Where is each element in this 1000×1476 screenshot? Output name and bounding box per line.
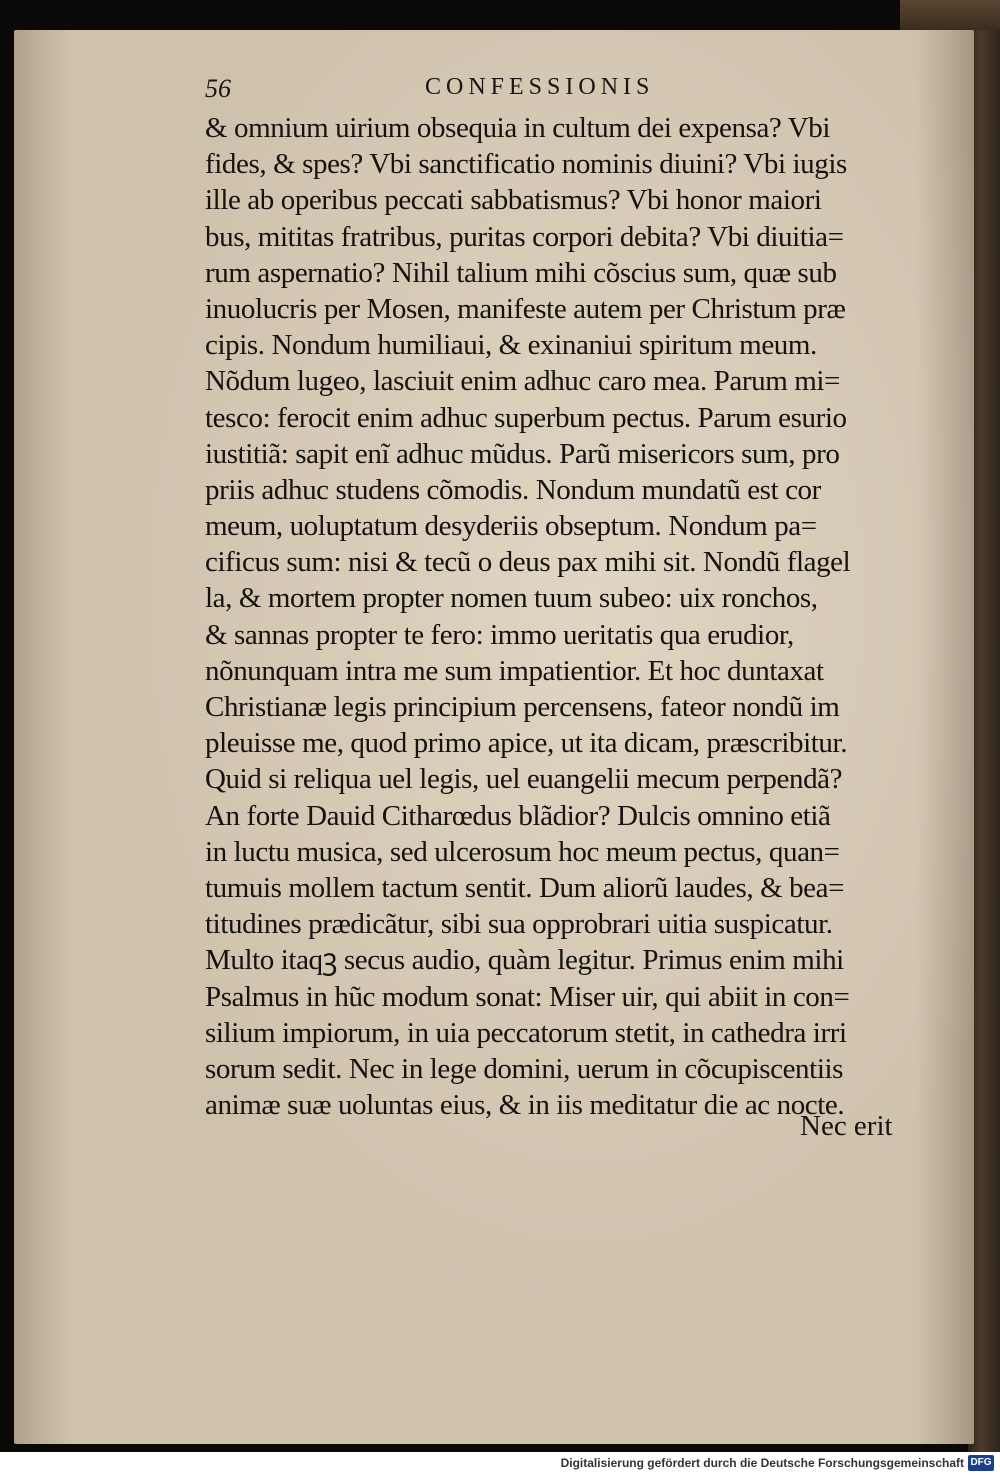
text-line: silium impiorum, in uia peccatorum stetit, in cathedra irri bbox=[205, 1016, 847, 1049]
text-line: priis adhuc studens cõmodis. Nondum mundatũ est cor bbox=[205, 473, 821, 506]
footer-bar bbox=[0, 1452, 1000, 1476]
text-line: ille ab operibus peccati sabbatismus? Vbi honor maiori bbox=[205, 184, 822, 217]
text-line: tesco: ferocit enim adhuc superbum pectus. Parum esurio bbox=[205, 401, 847, 434]
book-board-corner bbox=[900, 0, 1000, 30]
text-line: inuolucris per Mosen, manifeste autem per Christum præ bbox=[205, 292, 846, 325]
text-line: titudines prædicãtur, sibi sua opprobrari uitia suspicatur. bbox=[205, 908, 833, 941]
text-line: Nõdum lugeo, lasciuit enim adhuc caro mea. Parum mi= bbox=[205, 365, 840, 398]
body-text bbox=[205, 110, 910, 1123]
text-line: meum, uoluptatum desyderiis obseptum. Nondum pa= bbox=[205, 510, 817, 543]
text-line: bus, mititas fratribus, puritas corpori debita? Vbi diuitia= bbox=[205, 220, 844, 253]
text-line: sorum sedit. Nec in lege domini, uerum in cõcupiscentiis bbox=[205, 1052, 844, 1085]
text-line: & omnium uirium obsequia in cultum dei expensa? Vbi bbox=[205, 112, 831, 144]
dfg-logo-icon: DFG bbox=[968, 1455, 994, 1471]
text-line: Christianæ legis principium percensens, fateor nondũ im bbox=[205, 691, 840, 723]
text-line: cificus sum: nisi & tecũ o deus pax mihi sit. Nondũ flagel bbox=[205, 546, 851, 579]
text-line: Psalmus in hũc modum sonat: Miser uir, qui abiit in con= bbox=[205, 980, 850, 1013]
text-line: Multo itaqꝫ secus audio, quàm legitur. Primus enim mihi bbox=[205, 944, 844, 977]
text-line: cipis. Nondum humiliaui, & exinaniui spiritum meum. bbox=[205, 329, 817, 362]
text-line: pleuisse me, quod primo apice, ut ita dicam, præscribitur. bbox=[205, 727, 848, 760]
text-line: iustitiã: sapit enĩ adhuc mũdus. Parũ misericors sum, pro bbox=[205, 437, 840, 470]
text-line: & sannas propter te fero: immo ueritatis qua erudior, bbox=[205, 618, 794, 651]
text-line: rum aspernatio? Nihil talium mihi cõscius sum, quæ sub bbox=[205, 256, 837, 289]
page-header bbox=[205, 70, 905, 110]
running-head: CONFESSIONIS bbox=[425, 74, 655, 100]
catchword: Nec erit bbox=[800, 1110, 893, 1142]
footer-credit: Digitalisierung gefördert durch die Deutsche Forschungsgemeinschaft bbox=[560, 1456, 964, 1470]
text-line: Quid si reliqua uel legis, uel euangelii mecum perpendã? bbox=[205, 763, 843, 796]
text-line: in luctu musica, sed ulcerosum hoc meum pectus, quan= bbox=[205, 835, 840, 868]
page-number: 56 bbox=[205, 74, 231, 103]
text-line: An forte Dauid Citharœdus blãdior? Dulcis omnino etiã bbox=[205, 799, 831, 832]
text-line: tumuis mollem tactum sentit. Dum aliorũ laudes, & bea= bbox=[205, 871, 845, 904]
text-line: fides, & spes? Vbi sanctificatio nominis diuini? Vbi iugis bbox=[205, 148, 847, 181]
text-line: la, & mortem propter nomen tuum subeo: uix ronchos, bbox=[205, 582, 818, 615]
text-line: animæ suæ uoluntas eius, & in iis meditatur die ac nocte. bbox=[205, 1089, 845, 1122]
text-line: nõnunquam intra me sum impatientior. Et hoc duntaxat bbox=[205, 654, 824, 687]
